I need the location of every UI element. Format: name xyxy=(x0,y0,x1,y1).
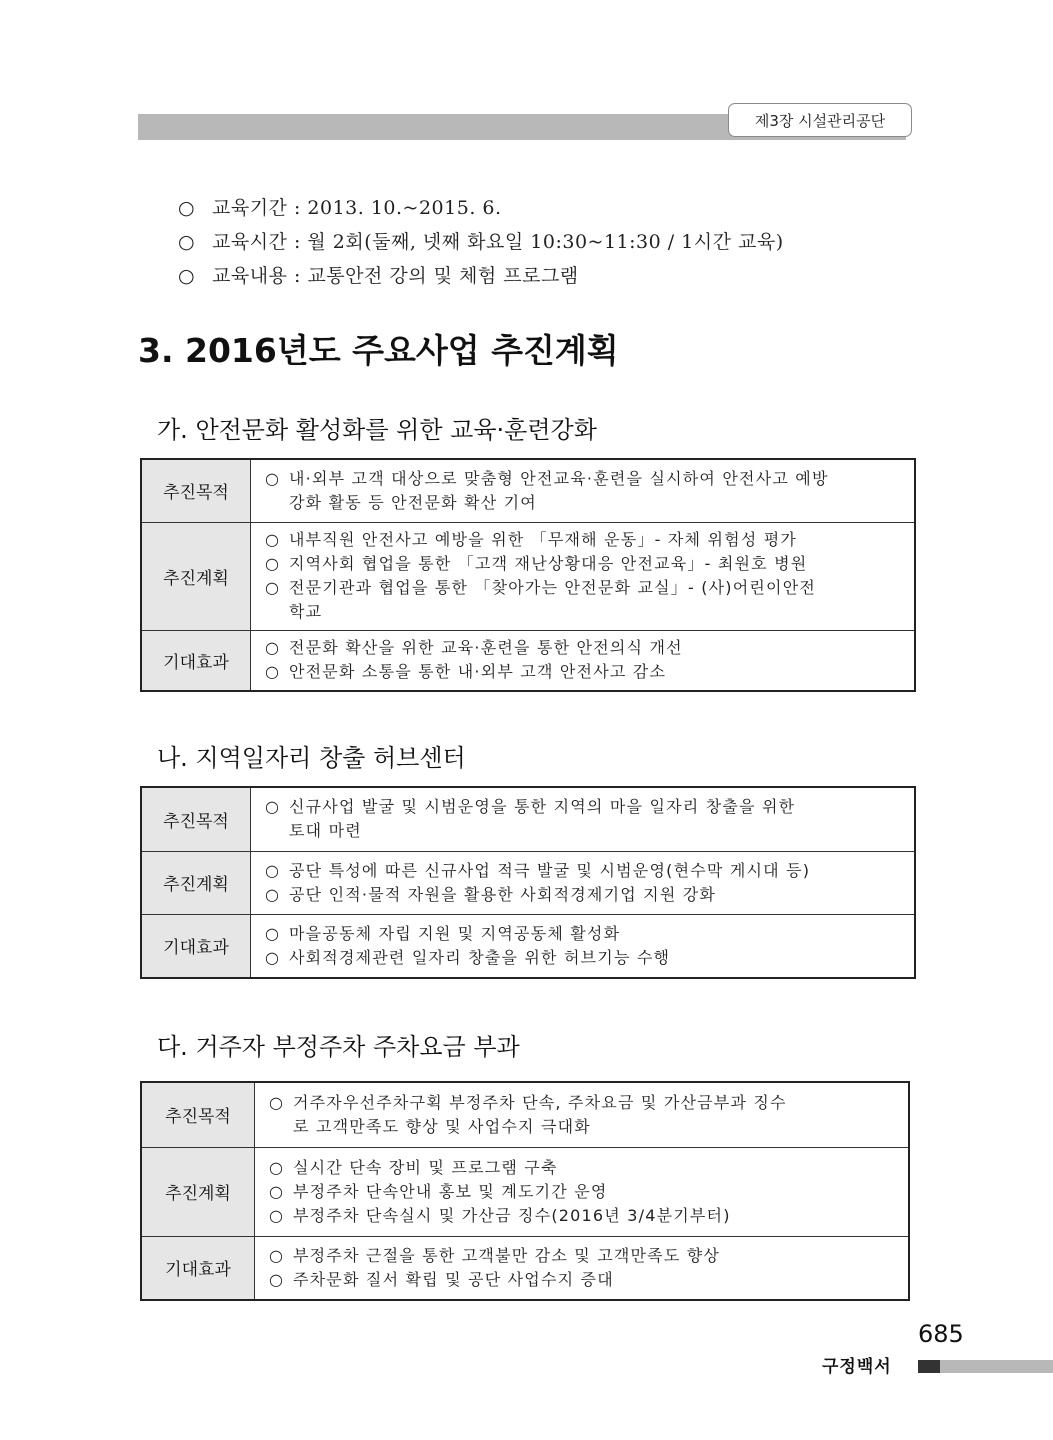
row-content: ○ 마을공동체 자립 지원 및 지역공동체 활성화 ○ 사회적경제관련 일자리 창출을 위한 허브기능 수행 xyxy=(251,914,916,978)
table-row xyxy=(141,522,915,630)
chapter-tab: 제3장 시설관리공단 xyxy=(728,103,912,137)
row-content: ○ 실시간 단속 장비 및 프로그램 구축 ○ 부정주차 단속안내 홍보 및 계도기간 운영 ○ 부정주차 단속실시 및 가산금 징수(2016년 3/4분기부터) xyxy=(255,1147,910,1236)
row-label: 기대효과 xyxy=(141,630,251,691)
footer-bar-dark xyxy=(918,1360,940,1373)
table-row xyxy=(141,630,915,691)
plan-table xyxy=(140,786,916,979)
table-row xyxy=(141,459,915,522)
bullet-item xyxy=(178,193,502,220)
row-label: 추진목적 xyxy=(141,1082,255,1147)
page-number: 685 xyxy=(918,1320,964,1348)
book-title: 구정백서 xyxy=(822,1357,892,1377)
row-content: ○ 내·외부 고객 대상으로 맞춤형 안전교육·훈련을 실시하여 안전사고 예방 강화 활동 등 안전문화 확산 기여 xyxy=(251,459,916,522)
subsection-title: 다. 거주자 부정주차 주차요금 부과 xyxy=(157,1033,520,1061)
row-label: 추진계획 xyxy=(141,851,251,914)
table-row xyxy=(141,851,915,914)
bullet-item xyxy=(178,227,784,254)
bullet-text: 교육시간 : 월 2회(둘째, 넷째 화요일 10:30~11:30 / 1시간 교육) xyxy=(212,231,784,253)
bullet-item xyxy=(178,261,579,288)
bullet-mark: ○ xyxy=(178,231,196,253)
row-label: 기대효과 xyxy=(141,1236,255,1300)
plan-table xyxy=(140,1081,910,1301)
row-label: 기대효과 xyxy=(141,914,251,978)
footer-bar xyxy=(940,1360,1053,1373)
bullet-text: 교육기간 : 2013. 10.~2015. 6. xyxy=(212,197,502,219)
table-row xyxy=(141,1147,909,1236)
subsection-title: 가. 안전문화 활성화를 위한 교육·훈련강화 xyxy=(157,416,597,444)
row-content: ○ 내부직원 안전사고 예방을 위한 「무재해 운동」- 자체 위험성 평가 ○ 지역사회 협업을 통한 「고객 재난상황대응 안전교육」- 최원호 병원 ○ 전문기관과 협업을 통한 「찾아가는 안전문화 교실」- (사)어린이안전 학교 xyxy=(251,522,916,630)
row-content: ○ 신규사업 발굴 및 시범운영을 통한 지역의 마을 일자리 창출을 위한 토대 마련 xyxy=(251,787,916,851)
row-content: ○ 거주자우선주차구획 부정주차 단속, 주차요금 및 가산금부과 징수 로 고객만족도 향상 및 사업수지 극대화 xyxy=(255,1082,910,1147)
section-title: 3. 2016년도 주요사업 추진계획 xyxy=(138,331,619,370)
row-label: 추진목적 xyxy=(141,787,251,851)
table-row xyxy=(141,914,915,978)
row-content: ○ 전문화 확산을 위한 교육·훈련을 통한 안전의식 개선 ○ 안전문화 소통을 통한 내·외부 고객 안전사고 감소 xyxy=(251,630,916,691)
plan-table xyxy=(140,458,916,692)
bullet-mark: ○ xyxy=(178,265,196,287)
row-label: 추진계획 xyxy=(141,522,251,630)
row-label: 추진계획 xyxy=(141,1147,255,1236)
bullet-mark: ○ xyxy=(178,197,196,219)
table-row xyxy=(141,787,915,851)
table-row xyxy=(141,1236,909,1300)
row-label: 추진목적 xyxy=(141,459,251,522)
bullet-text: 교육내용 : 교통안전 강의 및 체험 프로그램 xyxy=(212,265,579,287)
row-content: ○ 공단 특성에 따른 신규사업 적극 발굴 및 시범운영(현수막 게시대 등) ○ 공단 인적·물적 자원을 활용한 사회적경제기업 지원 강화 xyxy=(251,851,916,914)
table-row xyxy=(141,1082,909,1147)
subsection-title: 나. 지역일자리 창출 허브센터 xyxy=(157,744,466,772)
row-content: ○ 부정주차 근절을 통한 고객불만 감소 및 고객만족도 향상 ○ 주차문화 질서 확립 및 공단 사업수지 증대 xyxy=(255,1236,910,1300)
